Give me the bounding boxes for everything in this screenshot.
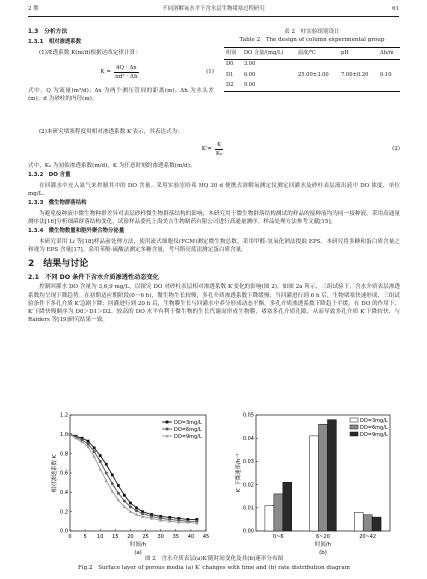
y-tick-label: 0.04 — [242, 435, 254, 442]
table-header-cell: 温度/℃ — [297, 49, 316, 56]
table-2-caption-cn: 表 2 柱实验组别设计 — [284, 29, 340, 35]
paragraph-variables-2: 式中，K₀ 为初始渗透系数(m/d)，K 为任意时刻的渗透系数(m/d)。 — [28, 163, 196, 170]
chart-b — [214, 405, 400, 555]
page-number: 61 — [392, 6, 399, 12]
x-tick-label: 15 — [112, 534, 119, 540]
legend-label: DO=9mg/L — [360, 431, 388, 438]
paragraph-eps: 本研究采用 Li 等[18]样品前处理方法，使用流式细胞仪(FCM)测定微生物总数。采用甲醛-氢氧化钠法提取 EPS。本研究将多糖和蛋白质含量之和视为 EPS 含量[17]。采用苯酚-硫酸法测定多糖含量，考马斯亮蓝法测定蛋白质含量。 — [28, 239, 400, 254]
paragraph-variables-1: 式中，Q 为流量(m³/d)；Δx 为两个测压管间的距离(m)；Δh 为水头差(m)；d 为砂柱的内径(m)。 — [28, 88, 214, 103]
data-point — [117, 492, 120, 495]
data-point — [123, 494, 126, 497]
legend-swatch — [350, 418, 358, 422]
data-point — [111, 474, 114, 477]
table-cell: D1 — [226, 71, 234, 78]
data-point — [87, 443, 90, 446]
y-tick-label: 0.00 — [242, 528, 254, 535]
table-cell — [378, 59, 400, 70]
x-tick-label: 0~6 — [273, 534, 284, 540]
data-point — [141, 512, 144, 515]
y-tick-label: 1.0 — [60, 432, 68, 439]
chart-a — [28, 405, 214, 555]
section-1-3-1-heading: 1.3.1 相对渗透系数 — [28, 39, 82, 46]
legend-marker — [166, 421, 169, 424]
figure-2 — [28, 405, 400, 555]
table-cell: 6.00 — [243, 71, 256, 78]
figure-2-caption-en: Fig.2 Surface layer of porous media (a) K′ changes with time and (b) rate distribution diagram — [78, 565, 350, 571]
x-tick-label: 45 — [202, 534, 210, 540]
equation-2 — [28, 138, 400, 160]
y-axis-label: K′ 下降速率/h⁻¹ — [236, 453, 242, 493]
legend-label: DO=6mg/L — [360, 424, 388, 431]
y-tick-label: 0.03 — [242, 459, 254, 466]
table-2-caption-en: Table 2 The design of column experimental group — [239, 37, 385, 44]
table-header-cell: pH — [340, 49, 349, 56]
table-cell: 9.00 — [243, 82, 256, 89]
x-tick-label: 6~20 — [316, 534, 330, 540]
table-header-cell: DO 含量/(mg/L) — [243, 49, 284, 56]
equation-2-number: (2) — [392, 146, 400, 153]
right-column — [224, 28, 400, 92]
bar — [363, 515, 372, 531]
table-cell: D0 — [226, 61, 234, 68]
table-cell: 25.00±3.00 — [297, 71, 329, 78]
legend-marker — [166, 428, 169, 431]
bar — [283, 482, 292, 531]
table-cell — [296, 59, 339, 70]
y-tick-label: 0.02 — [242, 482, 254, 489]
table-cell — [296, 81, 339, 92]
equation-2-denominator: K₀ — [215, 150, 223, 157]
bar — [274, 494, 283, 531]
bar — [327, 420, 336, 531]
x-tick-label: 30 — [157, 534, 164, 540]
panel-label: (a) — [134, 550, 142, 555]
table-2 — [224, 47, 400, 92]
table-row — [224, 81, 400, 92]
x-axis-label: 时间/h — [129, 542, 147, 548]
data-point — [99, 460, 102, 463]
section-1-3-2-heading: 1.3.2 DO 含量 — [28, 172, 71, 179]
paragraph-do: 在回灌水中充入氮气来控制其中的 DO 含量。采用实验室哈希 HQ 30 d 便携式溶解氧测定仪测定回灌水及砂柱表层流出液中 DO 浓度，单位 mg/L。 — [28, 183, 400, 198]
legend-label: DO=3mg/L — [174, 419, 202, 426]
y-tick-label: 0.8 — [60, 451, 68, 458]
table-row — [224, 70, 400, 81]
body-text-block — [28, 128, 400, 326]
x-tick-label: 20~42 — [359, 534, 377, 540]
legend-label: DO=3mg/L — [360, 417, 388, 424]
legend-swatch — [350, 425, 358, 429]
x-tick-label: 35 — [172, 534, 179, 540]
panel-label: (b) — [319, 550, 327, 555]
data-point — [87, 440, 90, 443]
table-cell: 7.00±0.20 — [340, 71, 369, 78]
y-tick-label: 0.01 — [242, 505, 254, 512]
table-cell — [378, 81, 400, 92]
y-tick-label: 0.2 — [60, 509, 68, 516]
bar — [319, 424, 328, 531]
table-cell: D2 — [226, 82, 234, 89]
section-2-heading: 2 结果与讨论 — [28, 259, 89, 270]
table-cell: 3.00 — [243, 61, 256, 68]
paragraph-darcy: (1)渗透系数 K(m/d)根据达西定律计算： — [39, 50, 141, 57]
section-1-3-3-heading: 1.3.3 微生物群落结构 — [28, 200, 87, 207]
table-header-row — [224, 48, 400, 60]
legend-label: DO=9mg/L — [174, 433, 202, 440]
running-header — [28, 6, 399, 17]
y-tick-label: 0.0 — [60, 528, 68, 535]
bar — [372, 517, 381, 531]
section-1-3-heading: 1.3 分析方法 — [28, 29, 68, 35]
x-axis-label: 时间/h — [314, 542, 332, 548]
x-tick-label: 25 — [142, 534, 149, 540]
paragraph-community: 为避免接种液中微生物种群差异对表层砂样微生物群落结构的影响，本研究用于微生物群落结构测试的样品的接种液均为同一接种液。采用高通量测序法[16]分析细菌群落结构变化，试验样品委托上海美吉生物制药有限公司进行高通量测序。样品处理方法参考文献[15]。 — [28, 211, 400, 226]
equation-1-lhs: K = — [100, 69, 112, 76]
data-point — [93, 450, 96, 453]
y-axis-label: 相对渗透系数 K′ — [52, 453, 58, 493]
equation-1-number: (1) — [206, 69, 214, 76]
data-point — [135, 509, 138, 512]
data-point — [111, 482, 114, 485]
data-point — [123, 500, 126, 503]
y-tick-label: 0.05 — [242, 412, 254, 419]
data-point — [105, 463, 108, 466]
equation-1-fraction — [113, 64, 139, 81]
figure-2-caption-cn: 图 2 含水介质表层(a)K′随时间变化及其(b)速率分布图 — [144, 556, 284, 562]
table-header-cell: 组别 — [226, 49, 237, 56]
equation-2-fraction — [214, 141, 224, 158]
y-tick-label: 1.2 — [60, 412, 68, 419]
paragraph-relative-k: (2)本研究堵塞程度用相对渗透系数 K′表示，其表达式为： — [39, 129, 183, 135]
data-point — [93, 446, 96, 449]
x-tick-label: 0 — [68, 534, 72, 540]
legend-swatch — [350, 432, 358, 436]
equation-1 — [28, 59, 214, 85]
data-point — [129, 505, 132, 508]
table-cell — [339, 81, 378, 92]
table-header-cell: Δh/m — [379, 49, 394, 56]
data-point — [99, 454, 102, 457]
y-tick-label: 0.4 — [60, 490, 68, 497]
bar — [265, 505, 274, 531]
bar — [354, 512, 363, 531]
data-point — [117, 484, 120, 487]
issue-number: 2 期 — [28, 6, 39, 12]
bar — [310, 436, 319, 531]
data-point — [129, 502, 132, 505]
x-tick-label: 5 — [83, 534, 87, 540]
equation-1-numerator: 4Q · Δx — [114, 64, 139, 73]
equation-1-denominator: πd² · Δh — [115, 73, 138, 80]
section-1-3-4-heading: 1.3.4 微生物数量和胞外聚合物分泌量 — [28, 228, 125, 235]
equation-2-lhs: K′= — [201, 146, 212, 153]
section-2-1-heading: 2.1 不同 DO 条件下含水介质渗透性动态变化 — [28, 274, 159, 282]
x-tick-label: 20 — [127, 534, 134, 540]
table-cell: 0.10 — [379, 71, 392, 78]
data-point — [135, 506, 138, 509]
table-row — [224, 59, 400, 70]
left-column — [28, 28, 214, 106]
x-tick-label: 40 — [187, 534, 195, 540]
data-point — [105, 472, 108, 475]
y-tick-label: 0.6 — [60, 470, 68, 477]
table-cell — [339, 59, 378, 70]
equation-2-numerator: K — [215, 141, 223, 150]
legend-label: DO=6mg/L — [174, 426, 202, 433]
running-title: 不同溶解氧水平下含水层生物堵塞过程研究 — [162, 6, 265, 12]
paragraph-results: 控制回灌水 DO 含量为 3,6,9 mg/L，以探究 DO 对砂柱表层相对渗透系数 K′变化的影响(图 2)。如图 2a 所示，三组试验下，含水介质表层渗透系数均呈现下降趋势。在初期适应期阶段(0～6 h)，微生物生长较慢，多孔介质渗透系数下降缓慢；当回灌进行到 6 h 后，生物堵塞快速形成，三组试验条件下多孔介质 K′急剧下降；回灌进行到 20 h 后，生物膜生长与回灌水中养分形成动态平衡，多孔介质渗透系数下降趋于平缓。在 DO 的作用下，K′下降快慢顺序为 D0＞D1＞D2，较高的 DO 水平有利于微生物的生长代谢而形成生物膜，堵塞多孔介质孔隙，从而导致多孔介质 K′下降较快，与 Raiders 等[19]研究结果一致。 — [28, 284, 400, 323]
x-tick-label: 10 — [97, 534, 104, 540]
